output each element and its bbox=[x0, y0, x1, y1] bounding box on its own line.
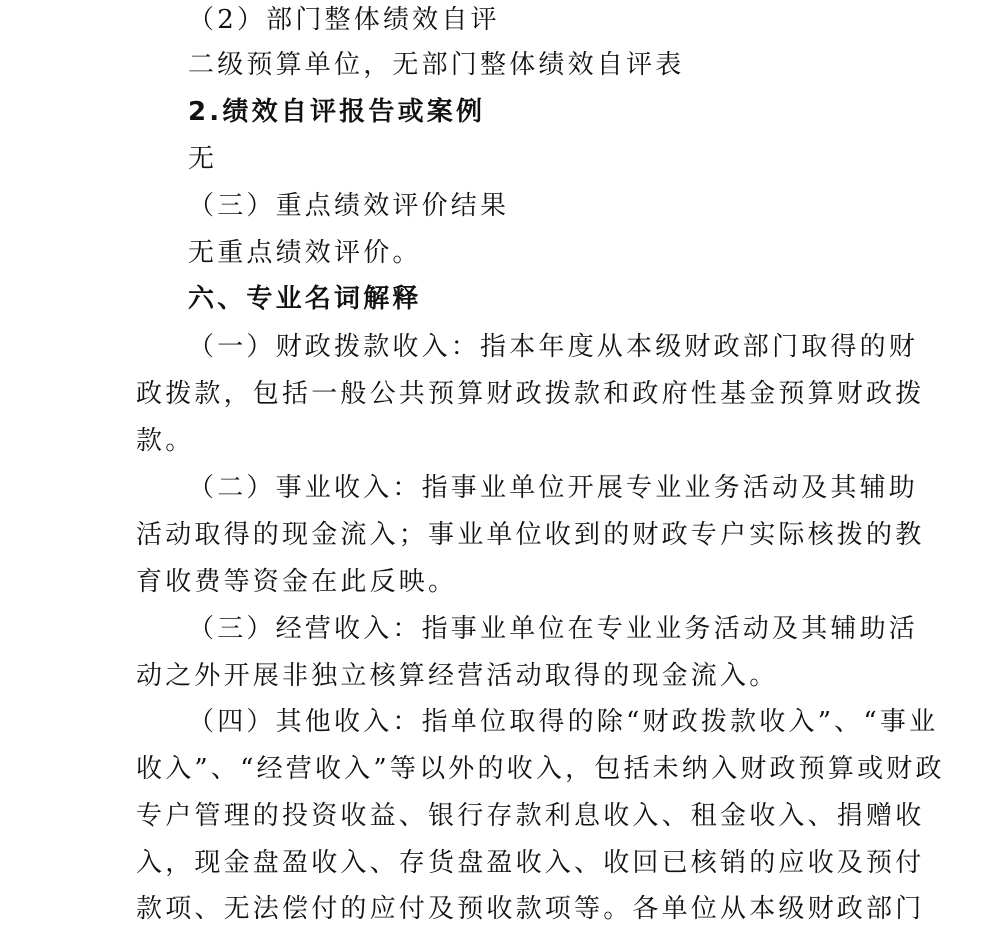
paragraph-other-income-line-4: 入，现金盘盈收入、存货盘盈收入、收回已核销的应收及预付 bbox=[136, 848, 925, 878]
paragraph-business-income-line-1: （二）事业收入：指事业单位开展专业业务活动及其辅助 bbox=[188, 473, 919, 503]
paragraph-fiscal-income-line-3: 款。 bbox=[136, 426, 195, 456]
paragraph-other-income-line-5: 款项、无法偿付的应付及预收款项等。各单位从本级财政部门 bbox=[136, 894, 925, 924]
paragraph-fiscal-income-line-2: 政拨款，包括一般公共预算财政拨款和政府性基金预算财政拨 bbox=[136, 379, 925, 409]
subsection-heading-dept-self-eval: （2）部门整体绩效自评 bbox=[188, 5, 500, 35]
paragraph-operating-income-line-1: （三）经营收入：指事业单位在专业业务活动及其辅助活 bbox=[188, 614, 919, 644]
paragraph-other-income-line-2: 收入”、“经营收入”等以外的收入，包括未纳入财政预算或财政 bbox=[136, 754, 945, 784]
paragraph-no-key-eval: 无重点绩效评价。 bbox=[188, 238, 422, 268]
paragraph-operating-income-line-2: 动之外开展非独立核算经营活动取得的现金流入。 bbox=[136, 661, 779, 691]
section-heading-self-eval-report: 2.绩效自评报告或案例 bbox=[188, 97, 486, 127]
paragraph-none: 无 bbox=[188, 144, 218, 174]
subsection-heading-key-eval-results: （三）重点绩效评价结果 bbox=[188, 191, 510, 221]
paragraph-other-income-line-3: 专户管理的投资收益、银行存款利息收入、租金收入、捐赠收 bbox=[136, 801, 925, 831]
paragraph-business-income-line-2: 活动取得的现金流入；事业单位收到的财政专户实际核拨的教 bbox=[136, 520, 925, 550]
section-heading-terms: 六、专业名词解释 bbox=[188, 284, 422, 314]
paragraph-business-income-line-3: 育收费等资金在此反映。 bbox=[136, 567, 458, 597]
paragraph-fiscal-income-line-1: （一）财政拨款收入：指本年度从本级财政部门取得的财 bbox=[188, 332, 919, 362]
paragraph-other-income-line-1: （四）其他收入：指单位取得的除“财政拨款收入”、“事业 bbox=[188, 707, 939, 737]
paragraph-no-self-eval-table: 二级预算单位，无部门整体绩效自评表 bbox=[188, 50, 685, 80]
